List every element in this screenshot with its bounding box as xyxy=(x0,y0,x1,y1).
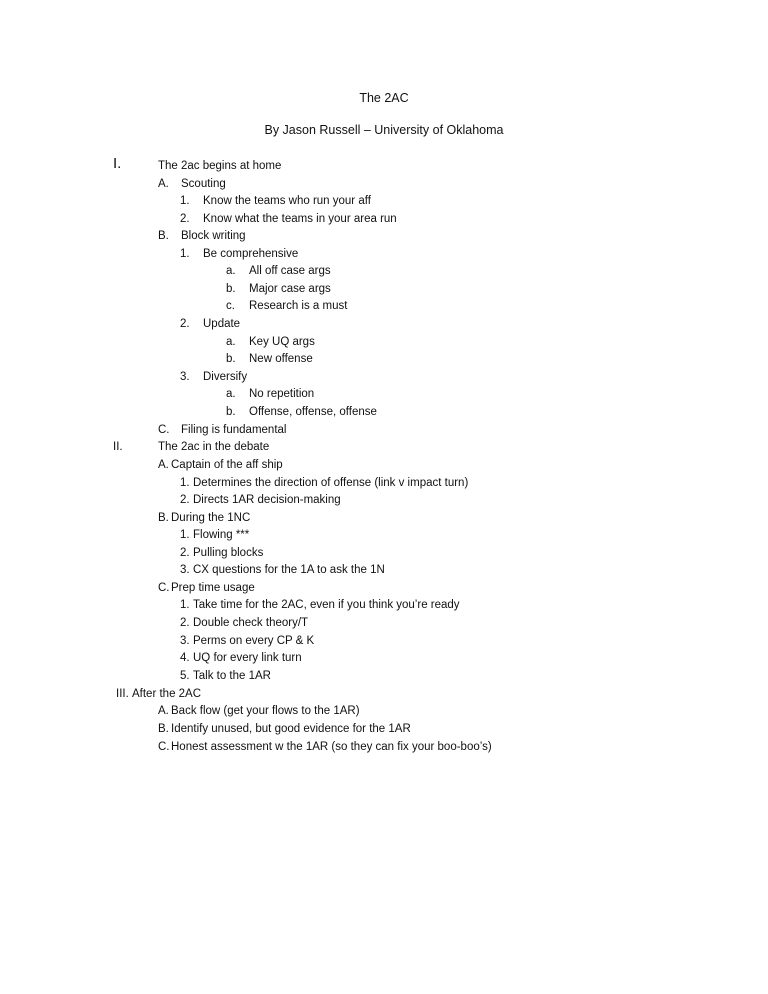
item-text: Diversify xyxy=(203,371,248,383)
item-text: During the 1NC xyxy=(171,512,251,524)
item-marker: C. xyxy=(158,741,170,753)
item-marker: 1. xyxy=(180,195,190,207)
item-text: Captain of the aff ship xyxy=(171,459,283,471)
item-marker: B. xyxy=(158,230,169,242)
item-marker: 3. xyxy=(180,371,190,383)
document-byline: By Jason Russell – University of Oklahoma xyxy=(264,123,504,137)
item-text: New offense xyxy=(249,353,313,365)
item-text: Filing is fundamental xyxy=(181,424,287,436)
item-marker: 5. xyxy=(180,670,190,682)
item-marker: b. xyxy=(226,406,236,418)
item-marker: a. xyxy=(226,265,236,277)
item-text: Pulling blocks xyxy=(193,547,264,559)
item-marker: A. xyxy=(158,459,169,471)
item-text: Key UQ args xyxy=(249,336,315,348)
item-text: Perms on every CP & K xyxy=(193,635,315,647)
item-text: Flowing *** xyxy=(193,529,250,541)
item-marker: a. xyxy=(226,388,236,400)
item-marker: a. xyxy=(226,336,236,348)
item-text: Talk to the 1AR xyxy=(193,670,271,682)
item-marker: 2. xyxy=(180,318,190,330)
item-text: Double check theory/T xyxy=(193,617,309,629)
item-text: Know what the teams in your area run xyxy=(203,213,397,225)
item-text: Identify unused, but good evidence for the 1AR xyxy=(171,723,411,735)
item-marker: 3. xyxy=(180,564,190,576)
item-marker: b. xyxy=(226,283,236,295)
item-text: Prep time usage xyxy=(171,582,255,594)
item-text: Scouting xyxy=(181,178,226,190)
item-text: UQ for every link turn xyxy=(193,652,302,664)
document-title: The 2AC xyxy=(359,91,409,105)
item-marker: 1. xyxy=(180,599,190,611)
item-text: All off case args xyxy=(249,265,331,277)
item-text: Know the teams who run your aff xyxy=(203,195,371,207)
item-text: Block writing xyxy=(181,230,246,242)
item-marker: 2. xyxy=(180,547,190,559)
item-marker: 2. xyxy=(180,213,190,225)
item-text: Back flow (get your flows to the 1AR) xyxy=(171,705,360,717)
item-marker: 2. xyxy=(180,617,190,629)
item-marker: b. xyxy=(226,353,236,365)
item-marker: A. xyxy=(158,178,169,190)
item-text: Honest assessment w the 1AR (so they can fix your boo-boo’s) xyxy=(171,741,492,753)
section-heading: The 2ac in the debate xyxy=(158,441,270,453)
section-heading: The 2ac begins at home xyxy=(158,160,282,172)
item-marker: B. xyxy=(158,723,169,735)
item-text: Offense, offense, offense xyxy=(249,406,377,418)
section-numeral: III. xyxy=(116,688,129,700)
item-text: Determines the direction of offense (link v impact turn) xyxy=(193,477,469,489)
section-numeral: I. xyxy=(113,155,122,172)
item-marker: c. xyxy=(226,300,235,312)
item-text: Directs 1AR decision-making xyxy=(193,494,341,506)
item-text: Be comprehensive xyxy=(203,248,299,260)
item-text: Update xyxy=(203,318,241,330)
item-marker: 3. xyxy=(180,635,190,647)
item-marker: B. xyxy=(158,512,169,524)
item-text: No repetition xyxy=(249,388,315,400)
item-marker: 1. xyxy=(180,529,190,541)
item-text: Research is a must xyxy=(249,300,348,312)
item-text: Major case args xyxy=(249,283,331,295)
item-marker: 2. xyxy=(180,494,190,506)
item-marker: 1. xyxy=(180,248,190,260)
section-numeral: II. xyxy=(113,441,123,453)
section-heading: After the 2AC xyxy=(132,688,202,700)
item-marker: C. xyxy=(158,424,170,436)
item-marker: 4. xyxy=(180,652,190,664)
item-text: Take time for the 2AC, even if you think you’re ready xyxy=(193,599,460,611)
item-marker: A. xyxy=(158,705,169,717)
item-marker: 1. xyxy=(180,477,190,489)
item-text: CX questions for the 1A to ask the 1N xyxy=(193,564,385,576)
item-marker: C. xyxy=(158,582,170,594)
